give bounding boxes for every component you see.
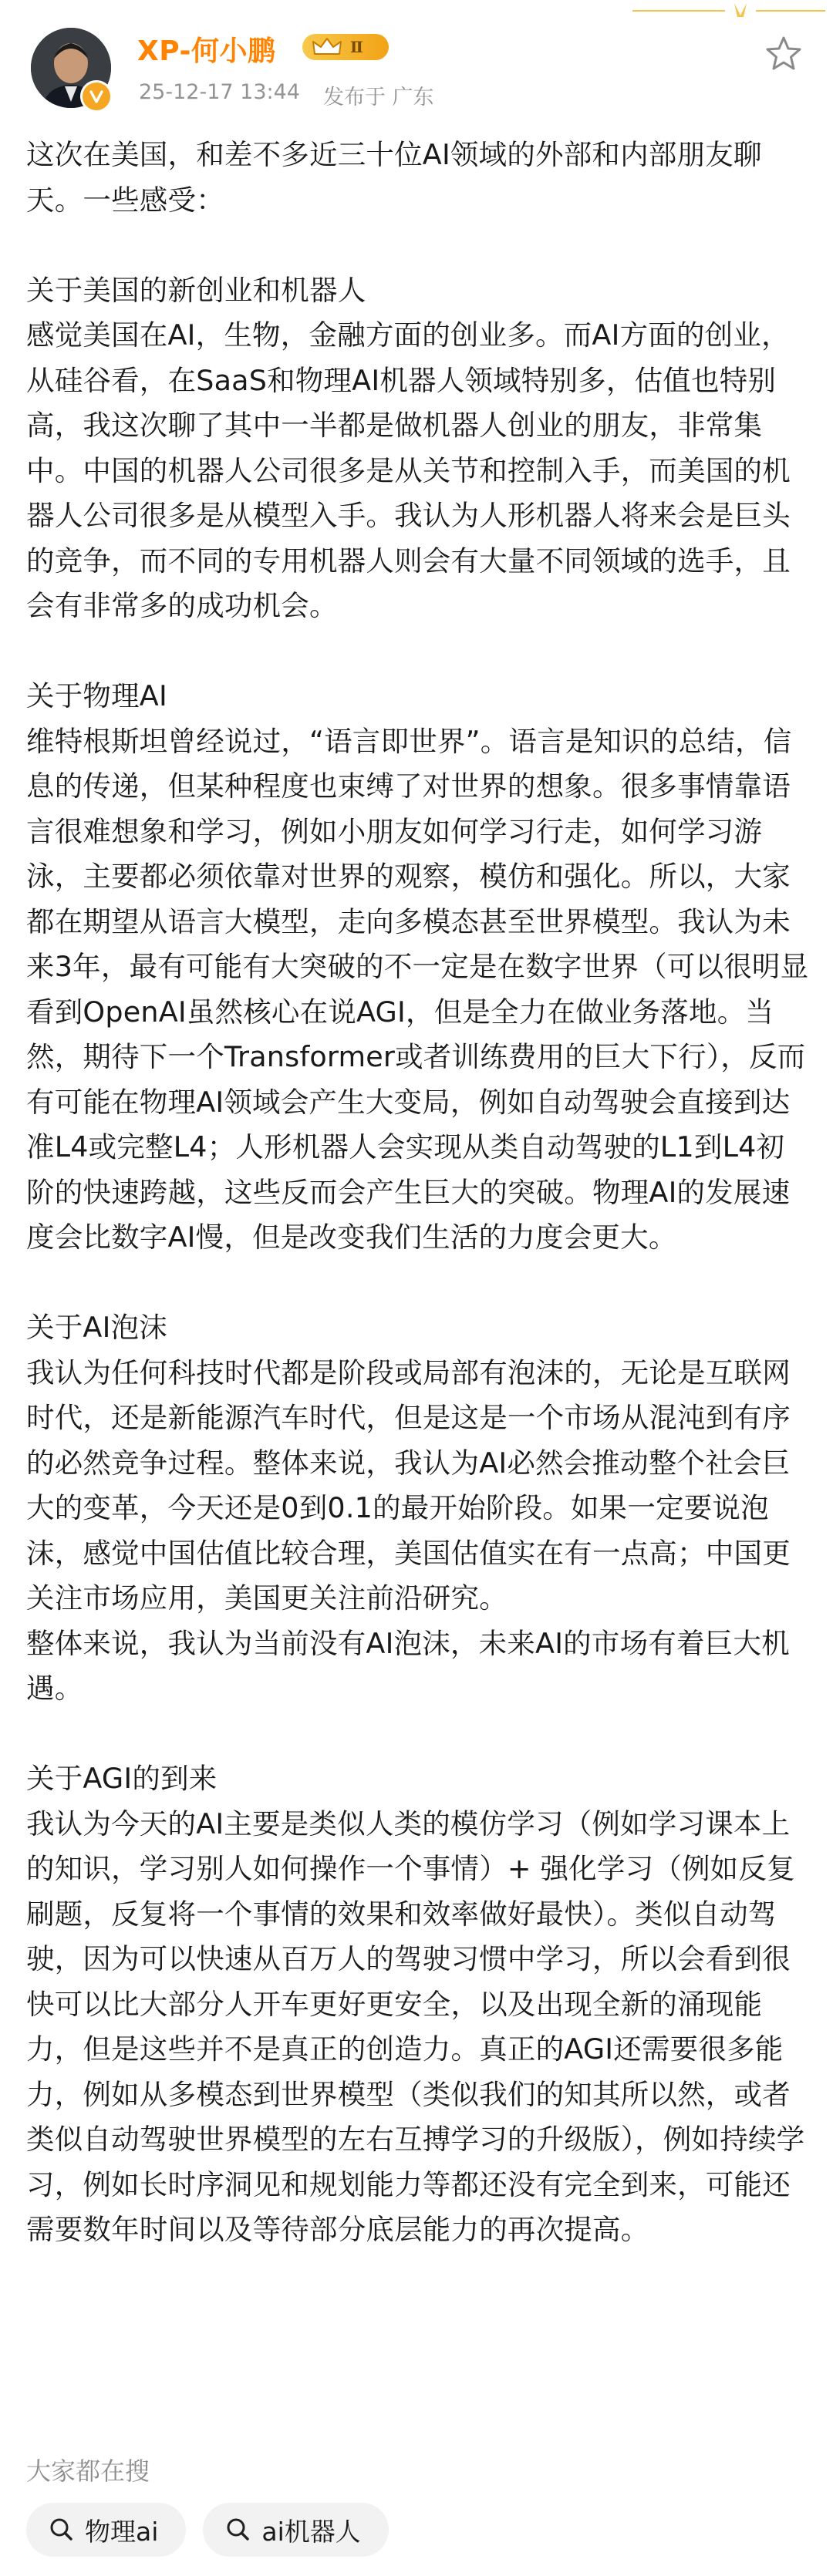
paragraph-ai-bubble: 关于AI泡沫 我认为任何科技时代都是阶段或局部有泡沫的，无论是互联网时代，还是新能源汽车时代，但是这是一个市场从混沌到有序的必然竞争过程。整体来说，我认为AI必然会推动整个社会巨大的变革，今天还是0到0.1的最开始阶段。如果一定要说泡沫，感觉中国估值比较合理，美国估值实在有一点高；中国更关注市场应用，美国更关注前沿研究。 整体来说，我认为当前没有AI泡沫，未来AI的市场有着巨大机遇。 xyxy=(26,1311,791,1705)
trending-search-chips xyxy=(26,2503,389,2557)
paragraph-us-startups-robots: 关于美国的新创业和机器人 感觉美国在AI，生物，金融方面的创业多。而AI方面的创业，从硅谷看，在SaaS和物理AI机器人领域特别多，估值也特别高，我这次聊了其中一半都是做机器人创业的朋友，非常集中。中国的机器人公司很多是从关节和控制入手，而美国的机器人公司很多是从模型入手。我认为人形机器人将来会是巨头的竞争，而不同的专用机器人则会有大量不同领域的选手，且会有非常多的成功机会。 xyxy=(26,273,791,622)
crown-icon xyxy=(310,35,344,59)
search-icon xyxy=(48,2516,76,2544)
search-icon xyxy=(224,2516,252,2544)
post-body xyxy=(26,133,810,2253)
paragraph-physical-ai: 关于物理AI 维特根斯坦曾经说过，“语言即世界”。语言是知识的总结，信息的传递，但某种程度也束缚了对世界的想象。很多事情靠语言很难想象和学习，例如小朋友如何学习行走，如何学习游泳，主要都必须依靠对世界的观察，模仿和强化。所以，大家都在期望从语言大模型，走向多模态甚至世界模型。我认为未来3年，最有可能有大突破的不一定是在数字世界（可以很明显看到OpenAI虽然核心在说AGI，但是全力在做业务落地。当然，期待下一个Transformer或者训练费用的巨大下行），反而有可能在物理AI领域会产生大变局，例如自动驾驶会直接到达准L4或完整L4；人形机器人会实现从类自动驾驶的L1到L4初阶的快速跨越，这些反而会产生巨大的突破。物理AI的发展速度会比数字AI慢，但是改变我们生活的力度会更大。 xyxy=(26,679,809,1254)
paragraph-agi: 关于AGI的到来 我认为今天的AI主要是类似人类的模仿学习（例如学习课本上的知识，学习别人如何操作一个事情）+ 强化学习（例如反复刷题，反复将一个事情的效果和效率做好最快）。类似自动驾驶，因为可以快速从百万人的驾驶习惯中学习，所以会看到很快可以比大部分人开车更好更安全，以及出现全新的涌现能力，但是这些并不是真正的创造力。真正的AGI还需要很多能力，例如从多模态到世界模型（类似我们的知其所以然，或者类似自动驾驶世界模型的左右互搏学习的升级版），例如持续学习，例如长时序洞见和规划能力等都还没有完全到来，可能还需要数年时间以及等待部分底层能力的再次提高。 xyxy=(26,1762,805,2246)
post-location: 发布于 广东 xyxy=(322,86,434,109)
search-chip-ai-robot[interactable] xyxy=(203,2503,388,2557)
verified-badge-icon xyxy=(80,80,113,113)
search-chip-physical-ai[interactable] xyxy=(26,2503,186,2557)
decorative-banner-icon xyxy=(602,0,833,31)
favorite-star-icon[interactable] xyxy=(764,34,804,74)
paragraph-intro: 这次在美国，和差不多近三十位AI领域的外部和内部朋友聊天。一些感受： xyxy=(26,138,762,217)
author-name[interactable]: XP-何小鹏 xyxy=(137,35,276,67)
search-chip-label: 物理ai xyxy=(85,2516,159,2547)
level-number: Ⅱ xyxy=(350,38,363,56)
post-meta xyxy=(139,80,434,110)
trending-search-label: 大家都在搜 xyxy=(26,2456,150,2486)
post-header xyxy=(0,0,833,123)
post-timestamp: 25-12-17 13:44 xyxy=(139,80,300,104)
level-badge[interactable] xyxy=(302,34,389,60)
search-chip-label: ai机器人 xyxy=(261,2516,361,2547)
